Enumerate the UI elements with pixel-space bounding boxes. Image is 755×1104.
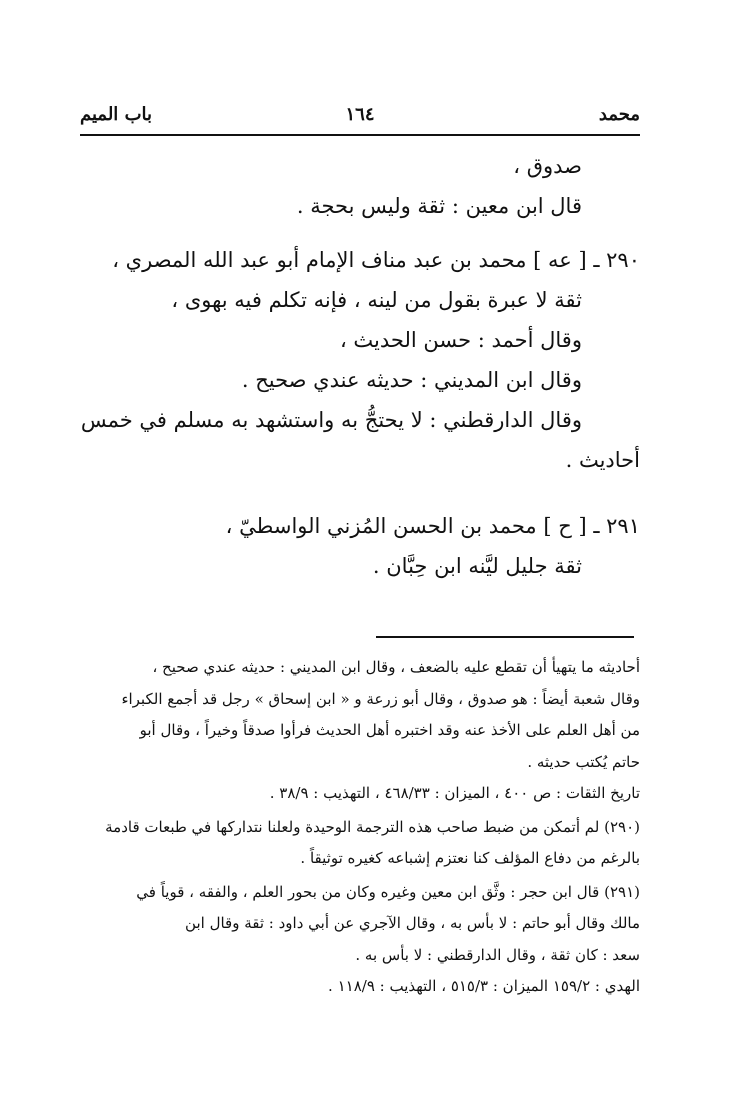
entry-290-line-4: وقال الدارقطني : لا يحتجُّ به واستشهد به مسلم في خمس: [80, 408, 582, 432]
entry-291: [82, 506, 640, 586]
header-chapter-title: باب الميم: [80, 104, 153, 125]
footnote-line: بالرغم من دفاع المؤلف كنا نعتزم إشباعه كغيره توثيقاً .: [300, 849, 640, 867]
footnote-line: مالك وقال أبو حاتم : لا بأس به ، وقال الآجري عن أبي داود : ثقة وقال ابن: [185, 914, 640, 932]
entry-291-heading: ٢٩١ ـ [ ح ] محمد بن الحسن المُزني الواسطيّ ،: [225, 514, 640, 538]
header-rule: [80, 134, 640, 136]
footnote-references: تاريخ الثقات : ص ٤٠٠ ، الميزان : ٤٦٨/٣٣ ، التهذيب : ٣٨/٩ .: [269, 784, 640, 802]
entry-290-line-1: ثقة لا عبرة بقول من لينه ، فإنه تكلم فيه بهوى ،: [171, 288, 582, 312]
footnote-references: الهدي : ١٥٩/٢ الميزان : ٥١٥/٣ ، التهذيب : ١١٨/٩ .: [328, 977, 640, 995]
footnote-line: حاتم يُكتب حديثه .: [527, 752, 640, 771]
main-text: [82, 146, 640, 586]
footnote-line: سعد : كان ثقة ، وقال الدارقطني : لا بأس به .: [355, 945, 640, 964]
footnote-291: [80, 877, 640, 1003]
entry-290-line-5: أحاديث .: [565, 448, 640, 472]
footnote-290: [80, 812, 640, 875]
footnote-line: من أهل العلم على الأخذ عنه وقد اختبره أهل الحديث فرأوا صدقاً وخيراً ، وقال أبو: [139, 721, 640, 739]
intro-line-1: صدوق ،: [513, 154, 582, 178]
running-header: [80, 104, 640, 130]
header-entry-name: محمد: [598, 104, 640, 125]
entry-291-line-1: ثقة جليل ليَّنه ابن حِبَّان .: [372, 554, 582, 578]
entry-290-line-2: وقال أحمد : حسن الحديث ،: [339, 328, 582, 352]
footnote-rule: [376, 636, 634, 638]
footnotes: [80, 652, 640, 1005]
entry-290-line-3: وقال ابن المديني : حديثه عندي صحيح .: [241, 368, 582, 392]
footnote-line: (٢٩١) قال ابن حجر : وثَّق ابن معين وغيره وكان من بحور العلم ، والفقه ، قوياً في: [136, 882, 640, 901]
entry-290-heading: ٢٩٠ ـ [ عه ] محمد بن عبد مناف الإمام أبو عبد الله المصري ،: [112, 248, 640, 272]
footnote-line: (٢٩٠) لم أتمكن من ضبط صاحب هذه الترجمة الوحيدة ولعلنا نتداركها في طبعات قادمة: [105, 817, 640, 836]
entry-290: [82, 240, 640, 480]
intro-line-2: قال ابن معين : ثقة وليس بحجة .: [296, 194, 582, 218]
footnote-line: وقال شعبة أيضاً : هو صدوق ، وقال أبو زرعة و « ابن إسحاق » رجل قد أجمع الكبراء: [121, 689, 640, 708]
footnote-continued: [80, 652, 640, 810]
page-number: ١٦٤: [345, 104, 375, 125]
footnote-line: أحاديثه ما يتهيأ أن تقطع عليه بالضعف ، وقال ابن المديني : حديثه عندي صحيح ،: [152, 658, 640, 676]
